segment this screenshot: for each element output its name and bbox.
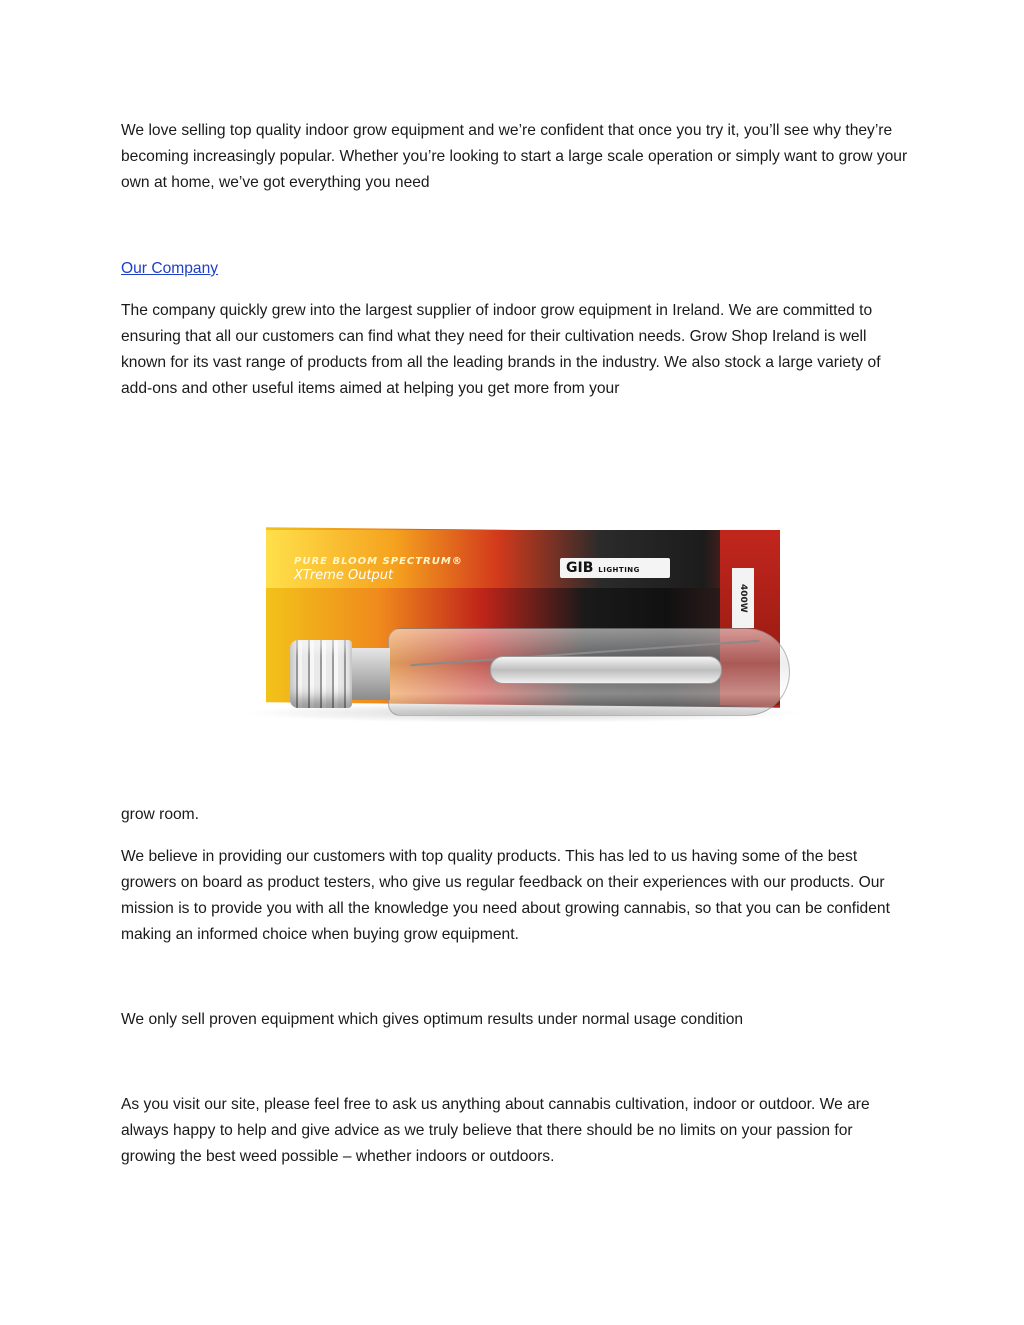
company-paragraph: The company quickly grew into the largest supplier of indoor grow equipment in Ireland. We are committed to ensuring that all our customers can find what they need for their cultivation needs. Grow Shop Ireland is well known for its vast range of products from all the leading brands in the industry. We also stock a large variety of add-ons and other useful items aimed at helping you get more from your [121, 302, 881, 397]
bulb-screw-base [290, 640, 352, 708]
continuation-text: grow room. [121, 806, 199, 823]
bulb-arc-tube [490, 656, 722, 684]
wattage-label: 400W [732, 568, 754, 628]
product-image-grow-lamp [240, 528, 805, 728]
our-company-link[interactable]: Our Company [121, 260, 219, 277]
gib-lighting-logo [560, 558, 670, 578]
bulb-neck [350, 648, 390, 700]
box-brand-line: PURE BLOOM SPECTRUM® [294, 556, 463, 567]
proven-paragraph: We only sell proven equipment which gives optimum results under normal usage condition [121, 1011, 744, 1028]
box-tagline: XTreme Output [294, 568, 394, 583]
visit-paragraph: As you visit our site, please feel free to ask us anything about cannabis cultivation, indoor or outdoor. We are always happy to help and give advice as we truly believe that there should be no limits on your passion for growing the best weed possible – whether indoors or outdoors. [121, 1096, 870, 1165]
logo-main-text: GIB [566, 560, 594, 576]
intro-paragraph: We love selling top quality indoor grow equipment and we’re confident that once you try it, you’ll see why they’re becoming increasingly popular. Whether you’re looking to start a large scale operation or simply want to grow your own at home, we’ve got everything you need [121, 122, 908, 191]
quality-paragraph: We believe in providing our customers with top quality products. This has led to us having some of the best growers on board as product testers, who give us regular feedback on their experiences with our products. Our mission is to provide you with all the knowledge you need about growing cannabis, so that you can be confident making an informed choice when buying grow equipment. [121, 848, 890, 943]
logo-sub-text: LIGHTING [598, 566, 640, 574]
